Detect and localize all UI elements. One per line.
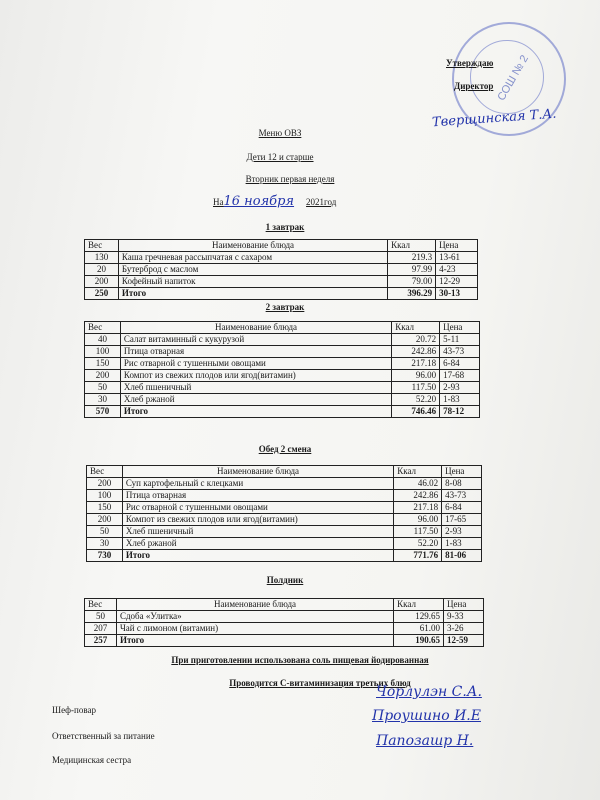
table-breakfast1 bbox=[84, 239, 478, 300]
price-cell: 6-84 bbox=[442, 502, 482, 514]
dish-cell: Итого bbox=[120, 406, 391, 418]
col-price: Цена bbox=[436, 240, 478, 252]
weight-cell: 200 bbox=[87, 478, 123, 490]
table-row bbox=[85, 346, 480, 358]
table-row bbox=[85, 252, 478, 264]
price-cell: 4-23 bbox=[436, 264, 478, 276]
dish-cell: Салат витаминный с кукурузой bbox=[120, 334, 391, 346]
dish-cell: Бутерброд с маслом bbox=[118, 264, 387, 276]
table-row bbox=[87, 478, 482, 490]
dish-cell: Хлеб пшеничный bbox=[122, 526, 393, 538]
kcal-cell: 96.00 bbox=[392, 370, 440, 382]
food-responsible-signature: Проушино И.Е bbox=[372, 708, 481, 724]
table-row bbox=[85, 382, 480, 394]
table-row bbox=[87, 538, 482, 550]
col-dish: Наименование блюда bbox=[122, 466, 393, 478]
dish-cell: Суп картофельный с клецками bbox=[122, 478, 393, 490]
col-dish: Наименование блюда bbox=[120, 322, 391, 334]
col-weight: Вес bbox=[85, 322, 121, 334]
price-cell: 1-83 bbox=[440, 394, 480, 406]
kcal-cell: 117.50 bbox=[392, 382, 440, 394]
col-weight: Вес bbox=[87, 466, 123, 478]
weight-cell: 150 bbox=[85, 358, 121, 370]
total-row bbox=[85, 635, 484, 647]
dish-cell: Птица отварная bbox=[120, 346, 391, 358]
price-cell: 43-73 bbox=[440, 346, 480, 358]
table-breakfast2 bbox=[84, 321, 480, 418]
dish-cell: Птица отварная bbox=[122, 490, 393, 502]
dish-cell: Хлеб ржаной bbox=[120, 394, 391, 406]
table-row bbox=[87, 526, 482, 538]
price-cell: 12-59 bbox=[444, 635, 484, 647]
role-nurse: Медицинская сестра bbox=[52, 755, 132, 765]
stamp-school-text: СОШ № 2 bbox=[495, 53, 531, 103]
table-lunch bbox=[86, 465, 482, 562]
director-label: Директор bbox=[454, 81, 494, 91]
col-weight: Вес bbox=[85, 599, 117, 611]
dish-cell: Компот из свежих плодов или ягод(витамин) bbox=[122, 514, 393, 526]
col-weight: Вес bbox=[85, 240, 119, 252]
table-row bbox=[87, 490, 482, 502]
weight-cell: 200 bbox=[87, 514, 123, 526]
weight-cell: 570 bbox=[85, 406, 121, 418]
price-cell: 6-84 bbox=[440, 358, 480, 370]
kcal-cell: 96.00 bbox=[394, 514, 442, 526]
kcal-cell: 217.18 bbox=[394, 502, 442, 514]
kcal-cell: 97.99 bbox=[388, 264, 436, 276]
section-title-breakfast1: 1 завтрак bbox=[265, 222, 305, 232]
weight-cell: 730 bbox=[87, 550, 123, 562]
col-price: Цена bbox=[440, 322, 480, 334]
price-cell: 2-93 bbox=[440, 382, 480, 394]
nurse-signature: Папозашр Н. bbox=[376, 733, 474, 749]
table-header-row bbox=[85, 322, 480, 334]
weight-cell: 200 bbox=[85, 370, 121, 382]
dish-cell: Чай с лимоном (витамин) bbox=[116, 623, 393, 635]
price-cell: 3-26 bbox=[444, 623, 484, 635]
dish-cell: Итого bbox=[122, 550, 393, 562]
table-header-row bbox=[85, 240, 478, 252]
weight-cell: 20 bbox=[85, 264, 119, 276]
kcal-cell: 242.86 bbox=[392, 346, 440, 358]
note-vitamin-c: Проводится С-витаминизация третьих блюд bbox=[229, 678, 411, 688]
kcal-cell: 79.00 bbox=[388, 276, 436, 288]
kcal-cell: 746.46 bbox=[392, 406, 440, 418]
weight-cell: 150 bbox=[87, 502, 123, 514]
dish-cell: Хлеб пшеничный bbox=[120, 382, 391, 394]
price-cell: 12-29 bbox=[436, 276, 478, 288]
price-cell: 2-93 bbox=[442, 526, 482, 538]
role-food-responsible: Ответственный за питание bbox=[52, 731, 155, 741]
kcal-cell: 46.02 bbox=[394, 478, 442, 490]
price-cell: 81-06 bbox=[442, 550, 482, 562]
dish-cell: Сдоба «Улитка» bbox=[116, 611, 393, 623]
table-row bbox=[85, 611, 484, 623]
note-iodized-salt: При приготовлении использована соль пищевая йодированная bbox=[171, 655, 429, 665]
date-handwritten: 16 ноября bbox=[223, 194, 295, 209]
price-cell: 9-33 bbox=[444, 611, 484, 623]
weight-cell: 257 bbox=[85, 635, 117, 647]
col-price: Цена bbox=[442, 466, 482, 478]
chef-signature: Чорлулэн С.А. bbox=[376, 684, 482, 700]
dish-cell: Хлеб ржаной bbox=[122, 538, 393, 550]
section-title-lunch: Обед 2 смена bbox=[258, 444, 312, 454]
dish-cell: Рис отварной с тушенными овощами bbox=[122, 502, 393, 514]
price-cell: 13-61 bbox=[436, 252, 478, 264]
price-cell: 43-73 bbox=[442, 490, 482, 502]
menu-title: Меню ОВЗ bbox=[258, 128, 302, 138]
price-cell: 78-12 bbox=[440, 406, 480, 418]
section-title-snack: Полдник bbox=[266, 575, 304, 585]
dish-cell: Рис отварной с тушенными овощами bbox=[120, 358, 391, 370]
kcal-cell: 52.20 bbox=[392, 394, 440, 406]
kcal-cell: 52.20 bbox=[394, 538, 442, 550]
table-row bbox=[85, 264, 478, 276]
table-row bbox=[85, 334, 480, 346]
date-line bbox=[213, 194, 363, 209]
weight-cell: 100 bbox=[87, 490, 123, 502]
table-row bbox=[85, 358, 480, 370]
dish-cell: Итого bbox=[116, 635, 393, 647]
dish-cell: Итого bbox=[118, 288, 387, 300]
table-row bbox=[85, 623, 484, 635]
weight-cell: 100 bbox=[85, 346, 121, 358]
weight-cell: 30 bbox=[87, 538, 123, 550]
table-row bbox=[87, 502, 482, 514]
weight-cell: 30 bbox=[85, 394, 121, 406]
price-cell: 5-11 bbox=[440, 334, 480, 346]
col-kcal: Ккал bbox=[394, 466, 442, 478]
col-kcal: Ккал bbox=[392, 322, 440, 334]
table-row bbox=[87, 514, 482, 526]
weight-cell: 50 bbox=[85, 382, 121, 394]
kcal-cell: 771.76 bbox=[394, 550, 442, 562]
dish-cell: Компот из свежих плодов или ягод(витамин) bbox=[120, 370, 391, 382]
table-row bbox=[85, 370, 480, 382]
weight-cell: 130 bbox=[85, 252, 119, 264]
table-row bbox=[85, 394, 480, 406]
dish-cell: Каша гречневая рассыпчатая с сахаром bbox=[118, 252, 387, 264]
table-snack bbox=[84, 598, 484, 647]
kcal-cell: 217.18 bbox=[392, 358, 440, 370]
week-day: Вторник первая неделя bbox=[245, 174, 335, 184]
dish-cell: Кофейный напиток bbox=[118, 276, 387, 288]
kcal-cell: 20.72 bbox=[392, 334, 440, 346]
kcal-cell: 190.65 bbox=[394, 635, 444, 647]
section-title-breakfast2: 2 завтрак bbox=[265, 302, 305, 312]
weight-cell: 207 bbox=[85, 623, 117, 635]
col-dish: Наименование блюда bbox=[118, 240, 387, 252]
kcal-cell: 396.29 bbox=[388, 288, 436, 300]
col-price: Цена bbox=[444, 599, 484, 611]
date-prefix: На bbox=[213, 197, 224, 207]
kcal-cell: 117.50 bbox=[394, 526, 442, 538]
age-group: Дети 12 и старше bbox=[246, 152, 314, 162]
table-row bbox=[85, 276, 478, 288]
total-row bbox=[87, 550, 482, 562]
total-row bbox=[85, 288, 478, 300]
total-row bbox=[85, 406, 480, 418]
price-cell: 17-65 bbox=[442, 514, 482, 526]
kcal-cell: 242.86 bbox=[394, 490, 442, 502]
date-year: 2021год bbox=[306, 197, 337, 207]
col-kcal: Ккал bbox=[394, 599, 444, 611]
kcal-cell: 129.65 bbox=[394, 611, 444, 623]
price-cell: 8-08 bbox=[442, 478, 482, 490]
col-kcal: Ккал bbox=[388, 240, 436, 252]
director-signature: Тверщинская Т.А. bbox=[431, 106, 557, 131]
weight-cell: 50 bbox=[87, 526, 123, 538]
table-header-row bbox=[87, 466, 482, 478]
approve-label: Утверждаю bbox=[446, 58, 494, 68]
price-cell: 1-83 bbox=[442, 538, 482, 550]
weight-cell: 250 bbox=[85, 288, 119, 300]
weight-cell: 40 bbox=[85, 334, 121, 346]
weight-cell: 50 bbox=[85, 611, 117, 623]
weight-cell: 200 bbox=[85, 276, 119, 288]
col-dish: Наименование блюда bbox=[116, 599, 393, 611]
kcal-cell: 61.00 bbox=[394, 623, 444, 635]
price-cell: 17-68 bbox=[440, 370, 480, 382]
price-cell: 30-13 bbox=[436, 288, 478, 300]
table-header-row bbox=[85, 599, 484, 611]
role-chef: Шеф-повар bbox=[52, 705, 96, 715]
kcal-cell: 219.3 bbox=[388, 252, 436, 264]
